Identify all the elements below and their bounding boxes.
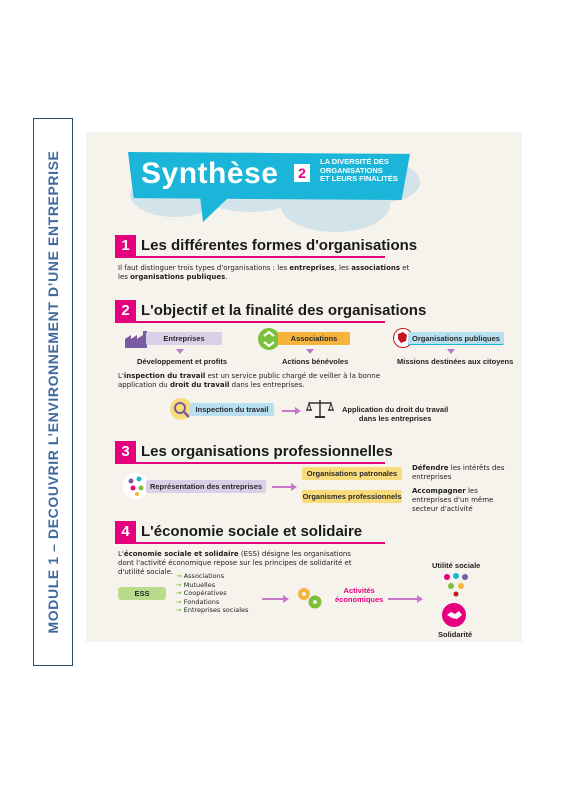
activities-label: Activités économiques [335, 586, 384, 604]
right-arrow [282, 410, 296, 412]
pill-representation: Représentation des entreprises [146, 480, 266, 493]
ess-intro: L'économie sociale et solidaire (ESS) désigne les organisations dont l'activité économique repose sur les principes de solidarité et d'utilité sociale. [118, 550, 352, 576]
section-2-number: 2 [115, 300, 136, 321]
pill-inspection-du-travail: Inspection du travail [190, 403, 274, 416]
section-1-title: Les différentes formes d'organisations [141, 237, 418, 254]
pill-organisations-patronales: Organisations patronales [302, 467, 402, 480]
pill-associations: Associations [278, 332, 350, 345]
section-3-title: Les organisations professionnelles [141, 443, 393, 460]
result-entreprises: Développement et profits [137, 357, 228, 366]
section-3-number: 3 [115, 441, 136, 462]
section-1-text: Il faut distinguer trois types d'organisations : les entreprises, les associations et les organisations publiques. [118, 264, 410, 281]
section-2-rule [115, 321, 385, 323]
chapter-number: 2 [294, 164, 310, 182]
pill-organismes-professionnels: Organismes professionnels [302, 492, 402, 501]
ess-list: → Associations → Mutuelles → Coopératives → Fondations → Entreprises sociales [176, 572, 249, 614]
result-associations: Actions bénévoles [282, 357, 349, 366]
crowd-icon [441, 571, 471, 597]
down-arrow [306, 349, 314, 354]
pill-ess: ESS [118, 587, 166, 600]
recycle-icon [258, 328, 280, 350]
solidarity-label: Solidarité [438, 630, 473, 639]
pill-entreprises: Entreprises [146, 332, 222, 345]
utility-label: Utilité sociale [432, 561, 481, 570]
section-3-rule [115, 462, 385, 464]
gears-icon [294, 585, 326, 611]
chapter-subtitle: LA DIVERSITÉ DES ORGANISATIONS ET LEURS FINALITÉS [320, 157, 398, 183]
result-organisations-publiques: Missions destinées aux citoyens [397, 357, 514, 366]
right-arrow [262, 598, 284, 600]
section-4-title: L'économie sociale et solidaire [141, 523, 363, 540]
application-text: Application du droit du travail dans les entreprises [342, 405, 449, 423]
accompany-text: Accompagner les entreprises d'un même secteur d'activité [412, 487, 494, 513]
section-2-title: L'objectif et la finalité des organisations [141, 302, 427, 319]
pill-organisations-publiques: Organisations publiques [408, 332, 504, 345]
down-arrow [447, 349, 455, 354]
inspection-note: L'inspection du travail est un service public chargé de veiller à la bonne application du droit du travail dans les entreprises. [118, 372, 380, 389]
scales-icon [306, 399, 334, 419]
handshake-icon [442, 603, 466, 627]
right-arrow [388, 598, 418, 600]
defend-text: Défendre les intérêts des entreprises [412, 464, 505, 481]
module-title: MODULE 1 – DECOUVRIR L’ENVIRONNEMENT D’UNE ENTREPRISE [45, 150, 61, 634]
magnifier-icon [170, 398, 192, 420]
right-arrow [272, 486, 292, 488]
section-4-rule [115, 542, 385, 544]
section-4-number: 4 [115, 521, 136, 542]
section-1-rule [115, 256, 385, 258]
down-arrow [176, 349, 184, 354]
synthesis-title: Synthèse [141, 157, 279, 190]
section-1-number: 1 [115, 235, 136, 256]
module-side-tab [33, 118, 73, 666]
